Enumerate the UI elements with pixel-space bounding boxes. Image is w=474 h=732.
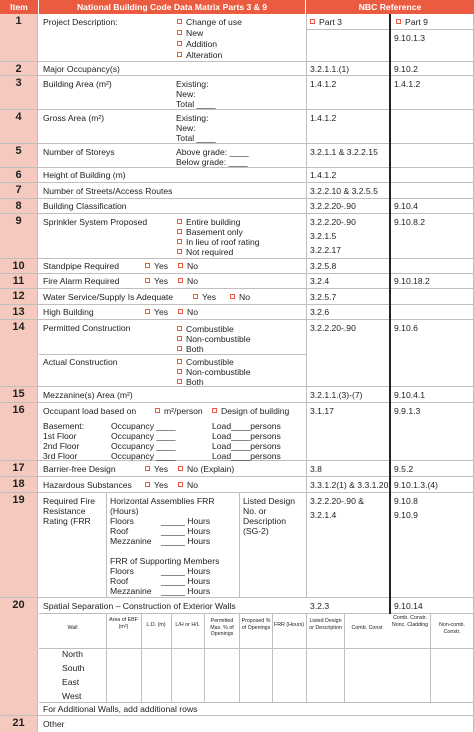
row-8 bbox=[0, 199, 474, 214]
option-both[interactable]: Both bbox=[177, 377, 204, 387]
row-label: Fire Alarm Required bbox=[43, 276, 120, 286]
row-label: Height of Building (m) bbox=[43, 170, 126, 180]
ref-part3: 3.2.1.5 bbox=[310, 231, 337, 241]
header-title: National Building Code Data Matrix Parts 3 & 9 bbox=[39, 0, 305, 14]
checkbox-icon bbox=[177, 359, 182, 364]
col-comb-nonc-cladding: Comb. Constr. Nonc. Cladding bbox=[391, 615, 429, 628]
checkbox-icon bbox=[212, 408, 217, 413]
ref-part9: 9.10.14 bbox=[394, 601, 423, 611]
checkbox-icon bbox=[177, 346, 182, 351]
option-no[interactable]: No bbox=[178, 307, 198, 317]
row-label-actual: Actual Construction bbox=[43, 357, 118, 367]
row-5 bbox=[0, 144, 474, 168]
ref-part3: 3.2.2.10 & 3.2.5.5 bbox=[310, 186, 378, 196]
row-label: High Building bbox=[43, 307, 94, 317]
floor-2nd: 2nd Floor bbox=[43, 441, 80, 451]
ref-part9: 9.10.6 bbox=[394, 323, 418, 333]
option-yes[interactable]: Yes bbox=[145, 261, 168, 271]
row-9 bbox=[0, 214, 474, 259]
occupancy-field[interactable]: Occupancy ____ bbox=[111, 451, 176, 461]
listed-design-heading: Listed Design bbox=[243, 496, 296, 506]
row-label: Water Service/Supply Is Adequate bbox=[43, 292, 174, 302]
checkbox-icon bbox=[177, 239, 182, 244]
ref-part3: 3.2.2.20-.90 bbox=[310, 323, 356, 333]
ref-part3: 3.2.2.17 bbox=[310, 245, 342, 255]
wall-south: South bbox=[62, 663, 85, 673]
row-number: 1 bbox=[0, 14, 38, 61]
ref-part3: 3.2.2.20-.90 & bbox=[310, 496, 364, 506]
row-label: Major Occupancy(s) bbox=[43, 64, 120, 74]
ref-part3: 1.4.1.2 bbox=[310, 79, 337, 89]
row-20 bbox=[0, 598, 474, 716]
option-in-lieu-of-roof-rating[interactable]: In lieu of roof rating bbox=[177, 237, 260, 247]
option-no[interactable]: No bbox=[230, 292, 250, 302]
ref-part9: 9.10.9 bbox=[394, 510, 418, 520]
occupancy-field[interactable]: Occupancy ____ bbox=[111, 431, 176, 441]
option-yes[interactable]: Yes bbox=[145, 276, 168, 286]
option-new[interactable]: New bbox=[177, 28, 203, 38]
load-field[interactable]: Load____persons bbox=[212, 431, 281, 441]
divider bbox=[430, 613, 431, 702]
floor-3rd: 3rd Floor bbox=[43, 451, 78, 461]
checkbox-icon bbox=[177, 326, 182, 331]
col-ld: L.D. (m) bbox=[146, 622, 166, 628]
col-frr: FRR (Hours) bbox=[273, 622, 304, 628]
ref-part3: 3.8 bbox=[310, 464, 322, 474]
listed-design-heading: No. or bbox=[243, 506, 267, 516]
col-area-ebf: Area of EBF (m²) bbox=[109, 617, 138, 630]
row-15 bbox=[0, 387, 474, 403]
row-label: Number of Streets/Access Routes bbox=[43, 186, 173, 196]
option-non-combustible[interactable]: Non-combustible bbox=[177, 367, 250, 377]
hours-field[interactable]: _____ Hours bbox=[161, 536, 211, 546]
checkbox-icon bbox=[178, 482, 183, 487]
option-non-combustible[interactable]: Non-combustible bbox=[177, 334, 250, 344]
sub-total: Total ____ bbox=[176, 133, 216, 143]
load-field[interactable]: Load____persons bbox=[212, 421, 281, 431]
checkbox-icon bbox=[145, 278, 150, 283]
row-number: 3 bbox=[0, 76, 38, 109]
row-label: Resistance bbox=[43, 506, 86, 516]
header-nbc-reference: NBC Reference bbox=[306, 0, 474, 14]
row-7 bbox=[0, 183, 474, 199]
ref-part9: 9.10.4.1 bbox=[394, 390, 426, 400]
row-11 bbox=[0, 274, 474, 289]
wall-east: East bbox=[62, 677, 80, 687]
row-label: Spatial Separation – Construction of Exterior Walls bbox=[43, 601, 236, 611]
row-label: Project Description: bbox=[43, 17, 118, 27]
option-addition[interactable]: Addition bbox=[177, 39, 217, 49]
ref-part9: 9.10.4 bbox=[394, 201, 418, 211]
ref-part9: 1.4.1.2 bbox=[394, 79, 421, 89]
option-entire-building[interactable]: Entire building bbox=[177, 217, 240, 227]
row-label: Required Fire bbox=[43, 496, 96, 506]
col-listed-design: Listed Design or Description bbox=[309, 618, 342, 631]
row-number: 6 bbox=[0, 168, 38, 182]
row-number: 5 bbox=[0, 144, 38, 167]
row-number: 7 bbox=[0, 183, 38, 198]
hours-field[interactable]: _____ Hours bbox=[161, 526, 211, 536]
row-label: Occupant load based on bbox=[43, 406, 137, 416]
option-yes[interactable]: Yes bbox=[193, 292, 216, 302]
row-label: Gross Area (m²) bbox=[43, 113, 105, 123]
ref-part3: 3.2.5.8 bbox=[310, 261, 337, 271]
row-number: 11 bbox=[0, 274, 38, 288]
option-alteration[interactable]: Alteration bbox=[177, 50, 222, 60]
checkbox-icon bbox=[155, 408, 160, 413]
label-roof: Roof bbox=[110, 576, 129, 586]
option-design-of-building[interactable]: Design of building bbox=[212, 406, 289, 416]
checkbox-icon bbox=[177, 19, 182, 24]
sub-total: Total ____ bbox=[176, 99, 216, 109]
ref-part3: 3.2.2.20-.90 bbox=[310, 201, 356, 211]
checkbox-icon bbox=[177, 369, 182, 374]
divider bbox=[239, 493, 240, 598]
row-19 bbox=[0, 493, 474, 598]
ref-part9: 9.10.1.3.(4) bbox=[394, 480, 438, 490]
row-number: 14 bbox=[0, 320, 38, 386]
label-mezzanine: Mezzanine bbox=[110, 536, 152, 546]
row-1 bbox=[0, 14, 474, 62]
checkbox-icon bbox=[177, 379, 182, 384]
label-roof: Roof bbox=[110, 526, 129, 536]
ref-part3: 3.2.4 bbox=[310, 276, 330, 286]
ref-part3: 3.2.1.4 bbox=[310, 510, 337, 520]
option-basement-only[interactable]: Basement only bbox=[177, 227, 243, 237]
ref-part3: 3.3.1.2(1) & 3.3.1.20 bbox=[310, 480, 389, 490]
checkbox-icon bbox=[177, 30, 182, 35]
divider bbox=[39, 702, 474, 703]
row-18 bbox=[0, 477, 474, 493]
row-number: 18 bbox=[0, 477, 38, 492]
checkbox-icon bbox=[145, 482, 150, 487]
divider bbox=[171, 613, 172, 702]
row-number: 17 bbox=[0, 461, 38, 476]
floor-1st: 1st Floor bbox=[43, 431, 77, 441]
option-yes[interactable]: Yes bbox=[145, 464, 168, 474]
checkbox-icon bbox=[230, 294, 235, 299]
checkbox-icon bbox=[178, 263, 183, 268]
ref-part9: 9.10.8.2 bbox=[394, 217, 426, 227]
divider bbox=[39, 354, 306, 355]
supporting-members-heading: FRR of Supporting Members bbox=[110, 556, 220, 566]
divider bbox=[306, 613, 307, 702]
option-no-explain[interactable]: No (Explain) bbox=[178, 464, 234, 474]
wall-west: West bbox=[62, 691, 82, 701]
option-combustible[interactable]: Combustible bbox=[177, 324, 234, 334]
checkbox-icon bbox=[177, 219, 182, 224]
checkbox-icon bbox=[145, 309, 150, 314]
row-number: 2 bbox=[0, 62, 38, 75]
ref-part9: 9.10.2 bbox=[394, 64, 418, 74]
col-comb-const: Comb. Const bbox=[351, 625, 383, 631]
row-10 bbox=[0, 259, 474, 274]
row-4 bbox=[0, 110, 474, 144]
hours-field[interactable]: _____ Hours bbox=[161, 576, 211, 586]
row-21 bbox=[0, 716, 474, 732]
col-lh: L/H or H/L bbox=[175, 622, 200, 628]
ref-part3: 3.2.6 bbox=[310, 307, 330, 317]
ref-part3: 3.2.5.7 bbox=[310, 292, 337, 302]
label-mezzanine: Mezzanine bbox=[110, 586, 152, 596]
row-number: 10 bbox=[0, 259, 38, 273]
divider bbox=[106, 613, 107, 702]
option-part9[interactable]: Part 9 bbox=[396, 17, 428, 27]
sub-new: New: bbox=[176, 123, 196, 133]
row-label: Building Classification bbox=[43, 201, 127, 211]
divider bbox=[106, 493, 107, 598]
label-floors: Floors bbox=[110, 566, 134, 576]
row-label: Other bbox=[43, 719, 65, 729]
sub-existing: Existing: bbox=[176, 79, 209, 89]
row-12 bbox=[0, 289, 474, 305]
checkbox-icon bbox=[310, 19, 315, 24]
col-proposed: Proposed % of Openings bbox=[241, 618, 271, 631]
divider bbox=[39, 648, 474, 649]
divider bbox=[239, 613, 240, 702]
row-number: 9 bbox=[0, 214, 38, 258]
row-label: Barrier-free Design bbox=[43, 464, 116, 474]
col-wall: Wall bbox=[67, 625, 78, 631]
checkbox-icon bbox=[178, 466, 183, 471]
sub-existing: Existing: bbox=[176, 113, 209, 123]
row-label: Mezzanine(s) Area (m²) bbox=[43, 390, 133, 400]
ref-part3: 1.4.1.2 bbox=[310, 113, 337, 123]
listed-design-heading: Description bbox=[243, 516, 286, 526]
option-combustible[interactable]: Combustible bbox=[177, 357, 234, 367]
row-2 bbox=[0, 62, 474, 76]
checkbox-icon bbox=[178, 278, 183, 283]
ref-part3: 3.2.1.1.(3)-(7) bbox=[310, 390, 363, 400]
ref-part9: 9.9.1.3 bbox=[394, 406, 421, 416]
divider bbox=[141, 613, 142, 702]
row-6 bbox=[0, 168, 474, 183]
row-number: 12 bbox=[0, 289, 38, 304]
checkbox-icon bbox=[193, 294, 198, 299]
header-item: Item bbox=[0, 0, 38, 14]
row-number: 4 bbox=[0, 110, 38, 143]
option-part3[interactable]: Part 3 bbox=[310, 17, 342, 27]
hours-field[interactable]: _____ Hours bbox=[161, 586, 211, 596]
floor-basement: Basement: bbox=[43, 421, 85, 431]
option-change-of-use[interactable]: Change of use bbox=[177, 17, 242, 27]
divider bbox=[344, 613, 345, 702]
option-yes[interactable]: Yes bbox=[145, 480, 168, 490]
listed-design-heading: (SG-2) bbox=[243, 526, 269, 536]
additional-walls-note: For Additional Walls, add additional rows bbox=[43, 704, 198, 714]
row-label: Hazardous Substances bbox=[43, 480, 132, 490]
checkbox-icon bbox=[177, 336, 182, 341]
checkbox-icon bbox=[177, 41, 182, 46]
wall-north: North bbox=[62, 649, 84, 659]
row-17 bbox=[0, 461, 474, 477]
option-no[interactable]: No bbox=[178, 261, 198, 271]
row-label: Sprinkler System Proposed bbox=[43, 217, 148, 227]
ref-part3: 3.2.1.1.(1) bbox=[310, 64, 350, 74]
checkbox-icon bbox=[177, 249, 182, 254]
option-m2-per-person[interactable]: m²/person bbox=[155, 406, 203, 416]
row-number: 16 bbox=[0, 403, 38, 460]
divider bbox=[272, 613, 273, 702]
ref-part3: 3.1.17 bbox=[310, 406, 334, 416]
row-number: 21 bbox=[0, 716, 38, 732]
row-label: Rating (FRR bbox=[43, 516, 91, 526]
row-13 bbox=[0, 305, 474, 320]
row-number: 15 bbox=[0, 387, 38, 402]
option-no[interactable]: No bbox=[178, 276, 198, 286]
ref-part3: 3.2.3 bbox=[310, 601, 330, 611]
ref-part9: 9.10.1.3 bbox=[394, 33, 426, 43]
checkbox-icon bbox=[145, 263, 150, 268]
checkbox-icon bbox=[396, 19, 401, 24]
checkbox-icon bbox=[177, 52, 182, 57]
row-label: Permitted Construction bbox=[43, 323, 131, 333]
divider bbox=[39, 613, 474, 614]
ref-part9: 9.10.8 bbox=[394, 496, 418, 506]
row-label: Building Area (m²) bbox=[43, 79, 112, 89]
row-16 bbox=[0, 403, 474, 461]
sub-above-grade: Above grade: ____ bbox=[176, 147, 249, 157]
row-3 bbox=[0, 76, 474, 110]
load-field[interactable]: Load____persons bbox=[212, 441, 281, 451]
option-yes[interactable]: Yes bbox=[145, 307, 168, 317]
row-number: 20 bbox=[0, 598, 38, 715]
row-label: Number of Storeys bbox=[43, 147, 115, 157]
load-field[interactable]: Load____persons bbox=[212, 451, 281, 461]
horizontal-assemblies-unit: (Hours) bbox=[110, 506, 139, 516]
checkbox-icon bbox=[178, 309, 183, 314]
ref-part3: 1.4.1.2 bbox=[310, 170, 337, 180]
checkbox-icon bbox=[177, 229, 182, 234]
row-number: 8 bbox=[0, 199, 38, 213]
row-label: Standpipe Required bbox=[43, 261, 119, 271]
row-number: 19 bbox=[0, 493, 38, 597]
horizontal-assemblies-heading: Horizontal Assemblies FRR bbox=[110, 496, 215, 506]
col-non-comb: Non-comb. Constr. bbox=[439, 622, 465, 635]
ref-part3: 3.2.1.1 & 3.2.2.15 bbox=[310, 147, 378, 157]
row-number: 13 bbox=[0, 305, 38, 319]
sub-below-grade: Below grade: ____ bbox=[176, 157, 248, 167]
option-not-required[interactable]: Not required bbox=[177, 247, 233, 257]
ref-part9: 9.5.2 bbox=[394, 464, 414, 474]
option-both[interactable]: Both bbox=[177, 344, 204, 354]
checkbox-icon bbox=[145, 466, 150, 471]
row-14 bbox=[0, 320, 474, 387]
divider bbox=[204, 613, 205, 702]
column-divider bbox=[306, 14, 307, 598]
hours-field[interactable]: _____ Hours bbox=[161, 516, 211, 526]
ref-part3: 3.2.2.20-.90 bbox=[310, 217, 356, 227]
occupancy-field[interactable]: Occupancy ____ bbox=[111, 421, 176, 431]
hours-field[interactable]: _____ Hours bbox=[161, 566, 211, 576]
sub-new: New: bbox=[176, 89, 196, 99]
occupancy-field[interactable]: Occupancy ____ bbox=[111, 441, 176, 451]
option-no[interactable]: No bbox=[178, 480, 198, 490]
ref-part9: 9.10.18.2 bbox=[394, 276, 430, 286]
label-floors: Floors bbox=[110, 516, 134, 526]
part3-part9-divider bbox=[389, 14, 391, 614]
col-permitted-max: Permitted Max. % of Openings bbox=[210, 618, 234, 637]
